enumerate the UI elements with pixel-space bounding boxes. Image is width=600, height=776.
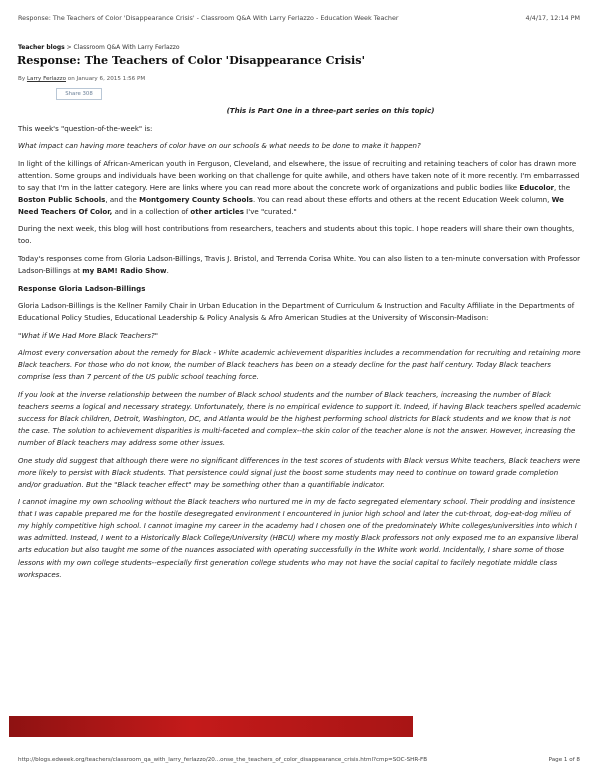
print-header-title: Response: The Teachers of Color 'Disappearance Crisis' - Classroom Q&A With Larry Ferlazzo - Education Week Teacher bbox=[18, 14, 399, 22]
para1-text-6: I've "curated." bbox=[243, 206, 297, 216]
byline-date: on January 6, 2015 1:56 PM bbox=[66, 76, 146, 82]
essay-paragraph: If you look at the inverse relationship between the number of Black school students and the number of Black teachers, increasing the number of Black teachers seems a logical and necessary strategy. Unfortunately, there is no empirical evidence to support it. Indeed, if having Black teachers spelled academic success for Black children, Detroit, Washington, DC, and Atlanta would be the highest performing school districts for Black students and we know that is not the case. The solution to achievement disparities is multi-faceted and complex--the skin color of the teacher alone is not the answer. However, increasing the number of Black teachers may address some other issues. bbox=[18, 389, 581, 448]
para1-text-5: and in a collection of bbox=[112, 206, 191, 216]
educolor-link[interactable]: Educolor bbox=[519, 182, 555, 192]
print-header bbox=[18, 14, 580, 24]
print-header-date: 4/4/17, 12:14 PM bbox=[525, 14, 580, 22]
essay-paragraph: One study did suggest that although there were no significant differences in the test scores of students with Black versus White teachers, Black teachers were more likely to persist with Black students. That persistence could signal just the boost some students may need to continue on toward grade completion and/or graduation. But the "Black teacher effect" may be something other than a quantifiable indicator. bbox=[18, 455, 581, 489]
paragraph-next-week: During the next week, this blog will host contributions from researchers, teachers and students about this topic. I hope readers will share their own thoughts, too. bbox=[18, 224, 575, 246]
series-note: (This is Part One in a three-part series on this topic) bbox=[226, 106, 435, 115]
essay-paragraph: Almost every conversation about the remedy for Black - White academic achievement disparities includes a recommendation for recruiting and retaining more Black teachers. For those who do not know, the number of Black teachers has been on a steady decline for the past half century. Today Black teachers comprise less than 7 percent of the US public school teaching force. bbox=[18, 348, 581, 382]
bam-radio-show-link[interactable]: my BAM! Radio Show bbox=[82, 266, 167, 276]
byline bbox=[18, 76, 145, 82]
essay-paragraph: I cannot imagine my own schooling without the Black teachers who nurtured me in my de facto segregated elementary school. Their prodding and insistence that I was capable prepared me for the hostile desegregated environment I encountered in junior high school and later the cut-throat, dog-eat-dog milieu of my highly competitive high school. I cannot imagine my career in the academy had I chosen one of the predominately White colleges/universities into which I was admitted. Instead, I went to a Historically Black College/University (HBCU) where my mostly Black professors not only exposed me to an expansive liberal arts education but also taught me some of the nuances associated with operating successfully in the White work world. Incidentally, I share some of those lessons with my own college students--especially first generation college students who may not have the social capital to facilely negotiate middle class workspaces. bbox=[18, 497, 579, 579]
article-body bbox=[18, 105, 583, 586]
breadcrumb bbox=[18, 44, 180, 51]
advertisement-banner[interactable] bbox=[9, 716, 413, 737]
byline-prefix: By bbox=[18, 76, 27, 82]
page-title: Response: The Teachers of Color 'Disappearance Crisis' bbox=[17, 53, 365, 67]
breadcrumb-section-link[interactable]: Teacher blogs bbox=[18, 44, 65, 51]
para1-text-2: , the bbox=[554, 182, 571, 192]
para3-text-1: Today's responses come from Gloria Ladson-Billings, Travis J. Bristol, and Terrenda Corisa White. You can also listen to a ten-minute conversation with Professor Ladson-Billings at bbox=[18, 253, 581, 276]
intro-text: This week's "question-of-the-week" is: bbox=[18, 123, 153, 133]
we-need-teachers-of-color-link[interactable]: We Need Teachers Of Color, bbox=[18, 194, 564, 216]
share-button[interactable] bbox=[56, 88, 102, 100]
boston-public-schools-link[interactable]: Boston Public Schools bbox=[18, 194, 106, 204]
breadcrumb-blog-link[interactable]: Classroom Q&A With Larry Ferlazzo bbox=[73, 44, 180, 51]
response-heading: Response Gloria Ladson-Billings bbox=[18, 283, 146, 293]
question-of-the-week: What impact can having more teachers of color have on our schools & what needs to be done to make it happen? bbox=[18, 141, 421, 151]
page-number: Page 1 of 8 bbox=[548, 757, 580, 763]
share-label: Share 308 bbox=[65, 91, 93, 97]
para1-text-3: , and the bbox=[105, 194, 140, 204]
author-link[interactable]: Larry Ferlazzo bbox=[26, 76, 67, 82]
essay-title: "What if We Had More Black Teachers?" bbox=[18, 330, 159, 340]
other-articles-link[interactable]: other articles bbox=[190, 206, 244, 216]
paragraph-context bbox=[18, 158, 583, 218]
para3-text-2: . bbox=[166, 266, 169, 276]
print-footer-url: http://blogs.edweek.org/teachers/classroom_qa_with_larry_ferlazzo/20...onse_the_teachers_of_color_disappearance_crisis.html?cmp=SOC-SHR-FB bbox=[18, 757, 428, 763]
author-bio: Gloria Ladson-Billings is the Kellner Family Chair in Urban Education in the Department of Curriculum & Instruction and Faculty Affiliate in the Departments of Educational Policy Studies, Educational Leadership & Policy Analysis & Afro American Studies at the University of Wisconsin-Madison: bbox=[18, 301, 575, 323]
paragraph-responses bbox=[18, 253, 583, 277]
montgomery-county-schools-link[interactable]: Montgomery County Schools bbox=[139, 194, 253, 204]
breadcrumb-separator: > bbox=[64, 44, 74, 51]
para1-text-1: In light of the killings of African-American youth in Ferguson, Cleveland, and elsewhere, the issue of recruiting and retaining teachers of color has drawn more attention. Some groups and individuals have been working on that challenge for quite awhile, and others have taken note of it more recently. I'm embarrassed to say that I'm in the latter category. Here are links where you can read more about the concrete work of organizations and public bodies like bbox=[18, 158, 580, 192]
para1-text-4: . You can read about these efforts and others at the recent Education Week column, bbox=[252, 194, 552, 204]
